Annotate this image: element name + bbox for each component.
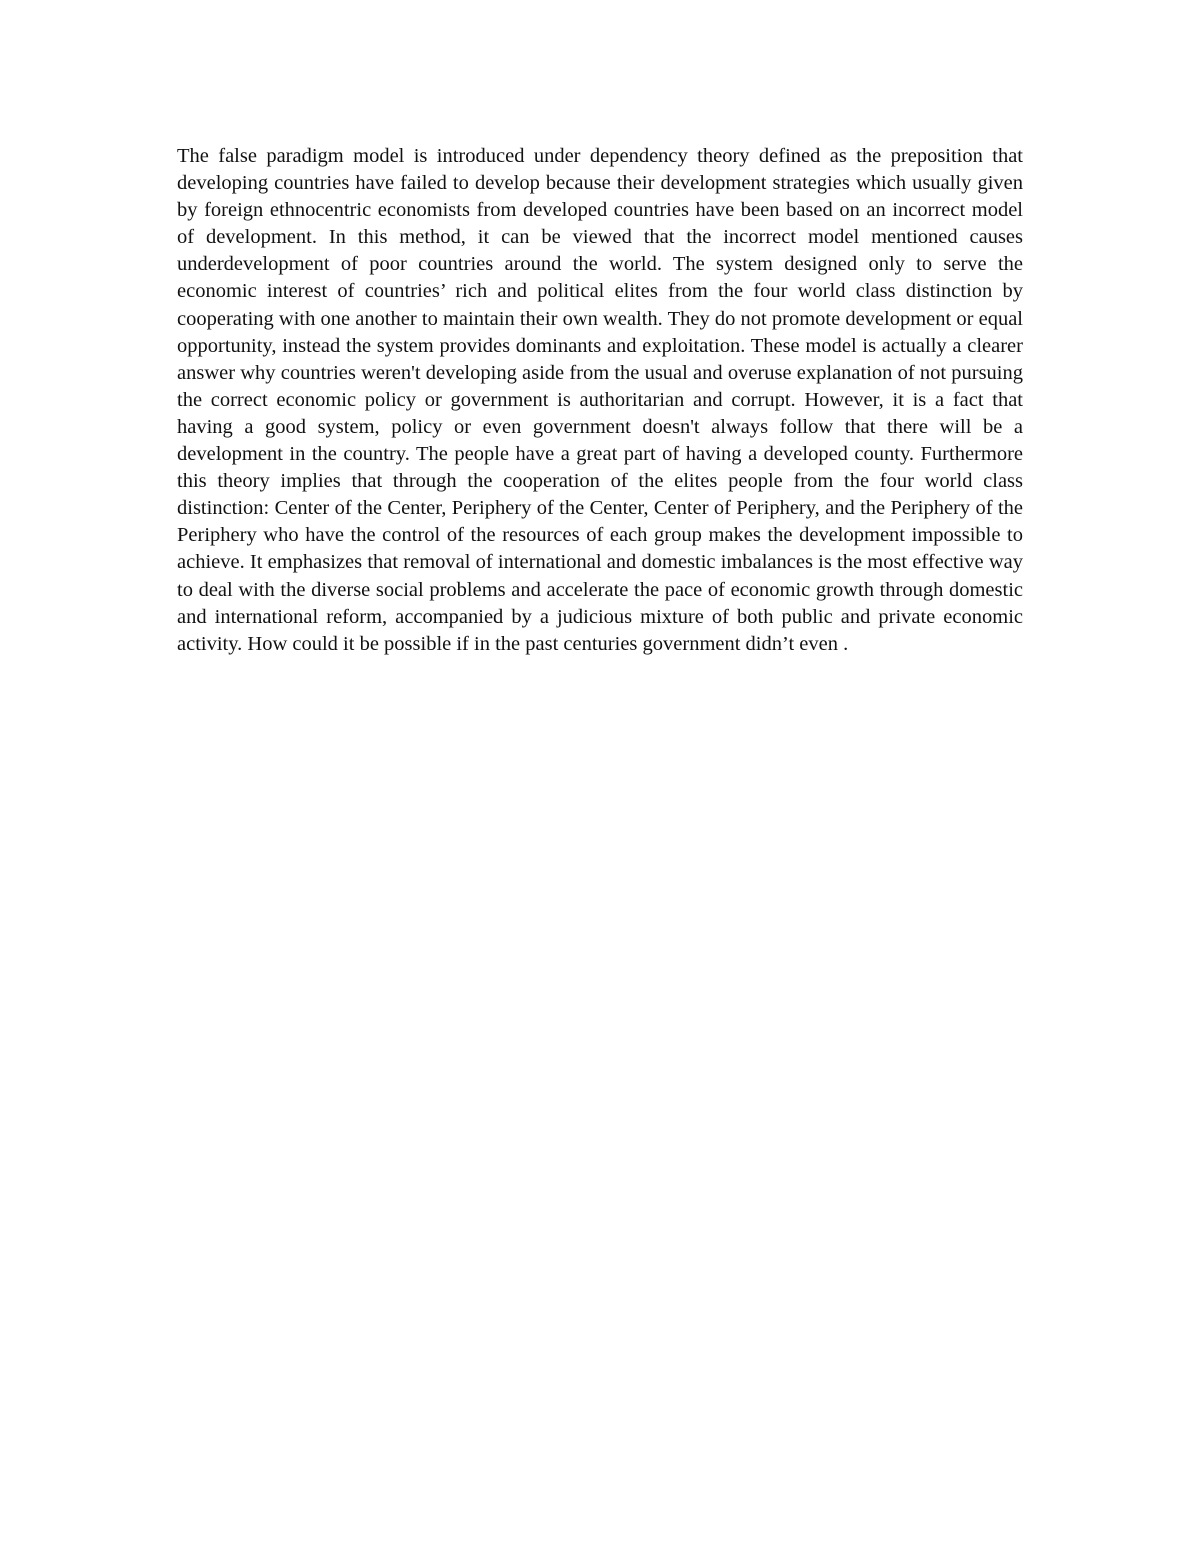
body-paragraph: The false paradigm model is introduced under dependency theory defined as the preposition that developing countries have failed to develop because their development strategies which usually given by foreign ethnocentric economists from developed countries have been based on an incorrect model of development. In this method, it can be viewed that the incorrect model mentioned causes underdevelopment of poor countries around the world. The system designed only to serve the economic interest of countries’ rich and political elites from the four world class distinction by cooperating with one another to maintain their own wealth. They do not promote development or equal opportunity, instead the system provides dominants and exploitation. These model is actually a clearer answer why countries weren't developing aside from the usual and overuse explanation of not pursuing the correct economic policy or government is authoritarian and corrupt. However, it is a fact that having a good system, policy or even government doesn't always follow that there will be a development in the country. The people have a great part of having a developed county. Furthermore this theory implies that through the cooperation of the elites people from the four world class distinction: Center of the Center, Periphery of the Center, Center of Periphery, and the Periphery of the Periphery who have the control of the resources of each group makes the development impossible to achieve. It emphasizes that removal of international and domestic imbalances is the most effective way to deal with the diverse social problems and accelerate the pace of economic growth through domestic and international reform, accompanied by a judicious mixture of both public and private economic activity. How could it be possible if in the past centuries government didn’t even . bbox=[177, 145, 1023, 655]
